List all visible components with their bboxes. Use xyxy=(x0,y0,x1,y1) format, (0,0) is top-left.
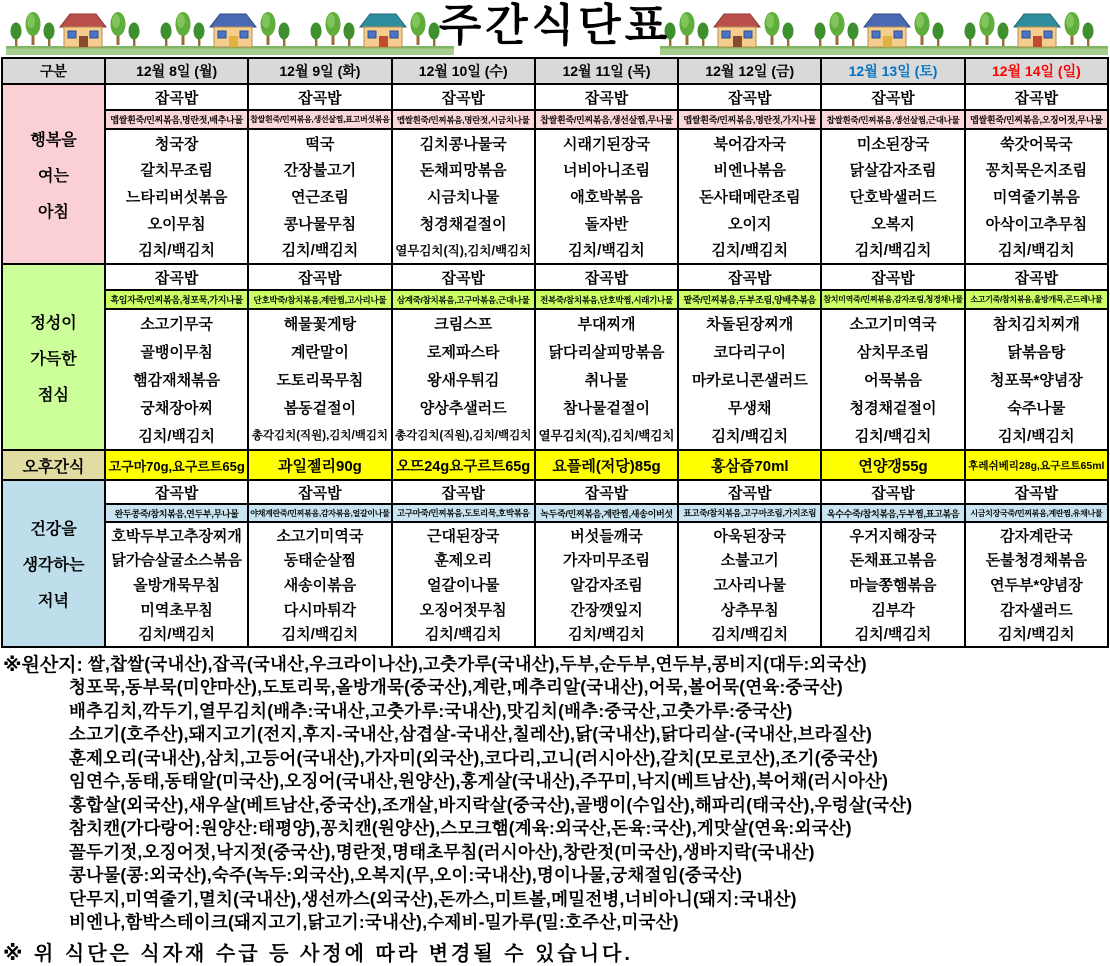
snack-item: 요플레(저당)85g xyxy=(534,451,677,479)
sub-menu: 시금치장국죽/민찌볶음,계란찜,유채나물 xyxy=(966,505,1107,523)
menu-item: 콩나물무침 xyxy=(283,215,357,233)
menu-item: 햄감재채볶음 xyxy=(133,371,221,389)
lunch-day5 xyxy=(677,265,820,449)
menu-item: 계란말이 xyxy=(290,344,349,362)
menu-item: 소고기미역국 xyxy=(849,316,937,334)
sub-menu: 옥수수죽/참치볶음,두부찜,표고볶음 xyxy=(822,505,963,523)
sub-menu: 팥죽/민찌볶음,두부조림,양배추볶음 xyxy=(679,291,820,310)
menu-item: 김치/백김치 xyxy=(281,626,359,644)
menu-item: 김치/백김치 xyxy=(568,626,645,644)
menu-item: 간장깻잎지 xyxy=(570,601,643,619)
menu-item: 닭살감자조림 xyxy=(849,162,937,180)
menu-item: 김부각 xyxy=(871,601,915,619)
menu-item: 너비아니조림 xyxy=(563,162,650,180)
date-cell-mon: 12월 8일 (월) xyxy=(104,59,247,83)
menu-item: 돈채피망볶음 xyxy=(419,162,507,180)
menu-item: 연근조림 xyxy=(290,188,349,206)
origin-line: 단무지,미역줄기,멸치(국내산),생선까스(외국산),돈까스,미트볼,메밀전병,너비아니(돼지:국내산) xyxy=(69,888,797,909)
menu-item: 차돌된장찌개 xyxy=(706,316,794,334)
menu-item: 꽁치묵은지조림 xyxy=(985,162,1088,180)
menu-item: 열무김치(직),김치/백김치 xyxy=(395,243,532,258)
rice: 잡곡밥 xyxy=(249,265,390,291)
menu-item: 총각김치(직원),김치/백김치 xyxy=(395,430,532,443)
sub-menu: 녹두죽/민찌볶음,계란찜,새송이버섯 xyxy=(536,505,677,523)
menu-item: 올방개묵무침 xyxy=(133,576,221,594)
date-cell-sun: 12월 14일 (일) xyxy=(964,59,1107,83)
date-header-row xyxy=(3,59,1107,83)
menu-item: 청경채겉절이 xyxy=(419,215,507,233)
menu-item: 크림스프 xyxy=(434,316,493,334)
menu-item: 총각김치(직원),김치/백김치 xyxy=(251,430,389,443)
menu-item: 김치/백김치 xyxy=(138,242,215,260)
lunch-section xyxy=(3,263,1107,449)
menu-item: 북어감자국 xyxy=(713,135,786,153)
menu-item: 로제파스타 xyxy=(426,344,500,362)
menu-item: 닭다리살피망볶음 xyxy=(548,344,665,362)
menu-item: 궁채장아찌 xyxy=(140,399,213,417)
origin-line: 참치캔(가다랑어:원양산:태평양),꽁치캔(원양산),스모크햄(계육:외국산,돈육:국산),게맛살(연육:외국산) xyxy=(69,818,852,839)
sub-menu: 완두콩죽/참치볶음,연두부,무나물 xyxy=(106,505,247,523)
menu-item: 감자계란국 xyxy=(1000,527,1073,545)
menu-item: 훈제오리 xyxy=(434,552,493,570)
sub-menu: 멥쌀흰죽/민찌볶음,명란젓,배추나물 xyxy=(106,111,247,130)
menu-item: 코다리구이 xyxy=(713,344,786,362)
menu-item: 버섯들깨국 xyxy=(570,527,643,545)
lunch-day4 xyxy=(534,265,677,449)
date-cell-fri: 12월 12일 (금) xyxy=(677,59,820,83)
menu-item: 오징어젓무침 xyxy=(419,601,507,619)
dinner-day7 xyxy=(964,481,1107,646)
menu-item: 김치/백김치 xyxy=(854,427,932,445)
dinner-day6 xyxy=(820,481,963,646)
menu-item: 연두부*양념장 xyxy=(989,576,1083,594)
menu-item: 새송이볶음 xyxy=(283,576,357,594)
sub-menu: 고구마죽/민찌볶음,도토리묵,호박볶음 xyxy=(393,505,534,523)
menu-item: 소고기미역국 xyxy=(276,527,364,545)
menu-item: 양상추샐러드 xyxy=(419,399,507,417)
menu-item: 가자미무조림 xyxy=(563,552,650,570)
date-cell-sat: 12월 13일 (토) xyxy=(820,59,963,83)
origin-info xyxy=(0,648,1110,966)
snack-section xyxy=(3,449,1107,479)
dinner-day4 xyxy=(534,481,677,646)
snack-item: 홍삼즙70ml xyxy=(677,451,820,479)
menu-item: 동태순살찜 xyxy=(283,552,357,570)
menu-item: 도토리묵무침 xyxy=(276,371,364,389)
rice: 잡곡밥 xyxy=(822,265,963,291)
rice: 잡곡밥 xyxy=(679,265,820,291)
menu-item: 열무김치(직),김치/백김치 xyxy=(538,429,675,444)
menu-item: 우거지해장국 xyxy=(849,527,937,545)
sub-menu: 삼계죽/참치볶음,고구마볶음,근대나물 xyxy=(393,291,534,310)
lunch-day3 xyxy=(391,265,534,449)
snack-item: 과일젤리90g xyxy=(247,451,390,479)
menu-item: 시금치나물 xyxy=(426,188,500,206)
lunch-day7 xyxy=(964,265,1107,449)
rice: 잡곡밥 xyxy=(679,481,820,505)
sub-menu: 야채계란죽/민찌볶음,감자볶음,얼갈이나물 xyxy=(249,505,390,523)
breakfast-day4 xyxy=(534,85,677,263)
menu-item: 오이지 xyxy=(728,215,772,233)
menu-item: 느타리버섯볶음 xyxy=(125,188,228,206)
menu-item: 김치/백김치 xyxy=(998,427,1075,445)
rice: 잡곡밥 xyxy=(679,85,820,111)
origin-label: ※원산지: xyxy=(3,654,83,676)
date-cell-wed: 12월 10일 (수) xyxy=(391,59,534,83)
menu-item: 부대찌개 xyxy=(577,316,636,334)
menu-item: 김치/백김치 xyxy=(711,242,789,260)
menu-item: 김치/백김치 xyxy=(711,427,789,445)
menu-item: 왕새우튀김 xyxy=(426,371,500,389)
breakfast-day5 xyxy=(677,85,820,263)
snack-item: 오뜨24g요구르트65g xyxy=(391,451,534,479)
menu-item: 닭가슴살굴소스볶음 xyxy=(111,552,242,570)
menu-item: 시래기된장국 xyxy=(563,135,650,153)
menu-item: 봄동겉절이 xyxy=(283,399,357,417)
rice: 잡곡밥 xyxy=(249,85,390,111)
menu-item: 돈사태메란조림 xyxy=(699,188,801,206)
rice: 잡곡밥 xyxy=(536,85,677,111)
menu-item: 참나물겉절이 xyxy=(563,399,650,417)
sub-menu: 참치미역죽/민찌볶음,감자조림,청경채나물 xyxy=(822,291,963,310)
menu-item: 김치/백김치 xyxy=(854,242,932,260)
origin-line: 꼴두기젓,오징어젓,낙지젓(중국산),명란젓,명태초무침(러시아산),창란젓(미국산),생바지락(국내산) xyxy=(69,841,815,862)
menu-item: 김치/백김치 xyxy=(998,242,1075,260)
sub-menu: 찹쌀흰죽/민찌볶음,생선살찜,근대나물 xyxy=(822,111,963,130)
menu-item: 김치/백김치 xyxy=(138,626,215,644)
menu-item: 청국장 xyxy=(154,135,199,153)
menu-item: 미역줄기볶음 xyxy=(992,188,1080,206)
menu-item: 돈불청경채볶음 xyxy=(985,552,1088,570)
rice: 잡곡밥 xyxy=(822,481,963,505)
menu-item: 단호박샐러드 xyxy=(849,188,937,206)
breakfast-section xyxy=(3,83,1107,263)
menu-item: 아욱된장국 xyxy=(713,527,786,545)
menu-item: 떡국 xyxy=(305,135,335,153)
breakfast-day3 xyxy=(391,85,534,263)
menu-item: 무생채 xyxy=(728,399,772,417)
menu-item: 소고기무국 xyxy=(140,316,213,334)
menu-item: 해물꽃게탕 xyxy=(283,316,357,334)
date-cell-tue: 12월 9일 (화) xyxy=(247,59,390,83)
rice: 잡곡밥 xyxy=(966,85,1107,111)
menu-item: 마늘쫑햄볶음 xyxy=(849,576,937,594)
menu-item: 골뱅이무침 xyxy=(140,344,213,362)
rice: 잡곡밥 xyxy=(966,481,1107,505)
dinner-label: 건강을 생각하는 저녁 xyxy=(3,481,104,646)
sub-menu: 멥쌀흰죽/민찌볶음,명란젓,시금치나물 xyxy=(393,111,534,130)
menu-item: 청경채겉절이 xyxy=(849,399,937,417)
rice: 잡곡밥 xyxy=(822,85,963,111)
menu-item: 돌자반 xyxy=(584,215,629,233)
menu-item: 갈치무조림 xyxy=(140,162,213,180)
dinner-day5 xyxy=(677,481,820,646)
menu-item: 돈채표고볶음 xyxy=(849,552,937,570)
dinner-day1 xyxy=(104,481,247,646)
snack-item: 고구마70g,요구르트65g xyxy=(104,451,247,479)
menu-item: 김치/백김치 xyxy=(424,626,502,644)
lunch-day1 xyxy=(104,265,247,449)
menu-item: 취나물 xyxy=(584,371,629,389)
rice: 잡곡밥 xyxy=(393,481,534,505)
menu-item: 알감자조림 xyxy=(570,576,643,594)
breakfast-day2 xyxy=(247,85,390,263)
menu-item: 김치/백김치 xyxy=(568,242,645,260)
origin-line: 청포묵,동부묵(미얀마산),도토리묵,올방개묵(중국산),계란,메추리알(국내산),어묵,볼어묵(연육:중국산) xyxy=(69,677,843,698)
origin-line: 임연수,동태,동태알(미국산),오징어(국내산,원양산),홍게살(국내산),주꾸미,낙지(베트남산),북어채(러시아산) xyxy=(69,771,889,792)
menu-item: 상추무침 xyxy=(720,601,779,619)
rice: 잡곡밥 xyxy=(536,265,677,291)
menu-item: 쑥갓어묵국 xyxy=(1000,135,1073,153)
change-notice: ※ 위 식단은 식자재 수급 등 사정에 따라 변경될 수 있습니다. xyxy=(3,942,633,965)
menu-item: 미역초무침 xyxy=(140,601,213,619)
rice: 잡곡밥 xyxy=(536,481,677,505)
rice: 잡곡밥 xyxy=(106,85,247,111)
menu-item: 삼치무조림 xyxy=(856,344,930,362)
menu-item: 김치/백김치 xyxy=(281,242,359,260)
dinner-day2 xyxy=(247,481,390,646)
breakfast-day7 xyxy=(964,85,1107,263)
origin-line: 홍합살(외국산),새우살(베트남산,중국산),조개살,바지락살(중국산),골뱅이(수입산),해파리(태국산),우렁살(국산) xyxy=(69,794,913,815)
snack-item: 후레쉬베리28g,요구르트65ml xyxy=(964,451,1107,479)
snack-label: 오후간식 xyxy=(3,451,104,479)
origin-line: 훈제오리(국내산),삼치,고등어(국내산),가자미(외국산),코다리,고니(러시아산),갈치(모로코산),조기(중국산) xyxy=(69,747,879,768)
sub-menu: 흑임자죽/민찌볶음,청포묵,가지나물 xyxy=(106,291,247,310)
menu-item: 김치/백김치 xyxy=(998,626,1075,644)
menu-item: 근대된장국 xyxy=(426,527,500,545)
origin-line: 비엔나,함박스테이크(돼지고기,닭고기:국내산),수제비-밀가루(밀:호주산,미국산) xyxy=(69,912,679,933)
menu-item: 김치/백김치 xyxy=(138,427,215,445)
sub-menu: 멥쌀흰죽/민찌볶음,명란젓,가지나물 xyxy=(679,111,820,130)
breakfast-label: 행복을 여는 아침 xyxy=(3,85,104,263)
menu-item: 어묵볶음 xyxy=(864,371,923,389)
lunch-day6 xyxy=(820,265,963,449)
dinner-day3 xyxy=(391,481,534,646)
sub-menu: 단호박죽/참치볶음,계란찜,고사리나물 xyxy=(249,291,390,310)
corner-cell: 구분 xyxy=(39,63,68,79)
page-title: 주간식단표 xyxy=(438,1,672,50)
lunch-label: 정성이 가득한 점심 xyxy=(3,265,104,449)
menu-item: 감자샐러드 xyxy=(1000,601,1073,619)
menu-item: 오복지 xyxy=(871,215,915,233)
menu-item: 고사리나물 xyxy=(713,576,786,594)
rice: 잡곡밥 xyxy=(393,265,534,291)
origin-line: 배추김치,깍두기,열무김치(배추:국내산,고춧가루:국내산),맛김치(배추:중국산,고춧가루:중국산) xyxy=(69,700,793,721)
sub-menu: 멥쌀흰죽/민찌볶음,오징어젓,무나물 xyxy=(966,111,1107,130)
top-banner xyxy=(0,0,1110,57)
menu-item: 숙주나물 xyxy=(1007,399,1066,417)
lunch-day2 xyxy=(247,265,390,449)
rice: 잡곡밥 xyxy=(966,265,1107,291)
snack-item: 연양갱55g xyxy=(820,451,963,479)
menu-item: 비엔나볶음 xyxy=(713,162,786,180)
menu-item: 아삭이고추무침 xyxy=(985,215,1088,233)
menu-item: 미소된장국 xyxy=(856,135,930,153)
menu-item: 다시마튀각 xyxy=(283,601,357,619)
menu-item: 간장불고기 xyxy=(283,162,357,180)
origin-line: 쌀,찹쌀(국내산),잡곡(국내산,우크라이나산),고춧가루(국내산),두부,순두부,연두부,콩비지(대두:외국산) xyxy=(87,653,867,674)
breakfast-day6 xyxy=(820,85,963,263)
menu-item: 얼갈이나물 xyxy=(426,576,500,594)
menu-item: 김치/백김치 xyxy=(854,626,932,644)
menu-item: 오이무침 xyxy=(147,215,206,233)
dinner-section xyxy=(3,479,1107,646)
menu-item: 마카로니콘샐러드 xyxy=(691,371,808,389)
rice: 잡곡밥 xyxy=(106,265,247,291)
sub-menu: 소고기죽/참치볶음,올방개묵,곤드레나물 xyxy=(966,291,1107,310)
menu-item: 소불고기 xyxy=(720,552,779,570)
sub-menu: 찹쌀흰죽/민찌볶음,생선살찜,표고버섯볶음 xyxy=(249,111,390,130)
sub-menu: 전복죽/참치볶음,단호박찜,시래기나물 xyxy=(536,291,677,310)
menu-item: 애호박볶음 xyxy=(570,188,643,206)
menu-item: 참치김치찌개 xyxy=(992,316,1080,334)
rice: 잡곡밥 xyxy=(249,481,390,505)
origin-line: 콩나물(콩:외국산),숙주(녹두:외국산),오복지(무,오이:국내산),명이나물,궁채절임(중국산) xyxy=(69,865,743,886)
breakfast-day1 xyxy=(104,85,247,263)
rice: 잡곡밥 xyxy=(106,481,247,505)
weekly-menu-table xyxy=(1,57,1109,648)
menu-item: 닭볶음탕 xyxy=(1007,344,1066,362)
rice: 잡곡밥 xyxy=(393,85,534,111)
sub-menu: 찹쌀흰죽/민찌볶음,생선살찜,무나물 xyxy=(536,111,677,130)
menu-item: 김치/백김치 xyxy=(711,626,789,644)
menu-item: 김치콩나물국 xyxy=(419,135,507,153)
origin-line: 소고기(호주산),돼지고기(전지,후지-국내산,삼겹살-국내산,칠레산),닭(국내산),닭다리살-(국내산,브라질산) xyxy=(69,724,873,745)
sub-menu: 표고죽/참치볶음,고구마조림,가지조림 xyxy=(679,505,820,523)
menu-item: 호박두부고추장찌개 xyxy=(111,527,242,545)
date-cell-thu: 12월 11일 (목) xyxy=(534,59,677,83)
menu-item: 청포묵*양념장 xyxy=(989,371,1083,389)
